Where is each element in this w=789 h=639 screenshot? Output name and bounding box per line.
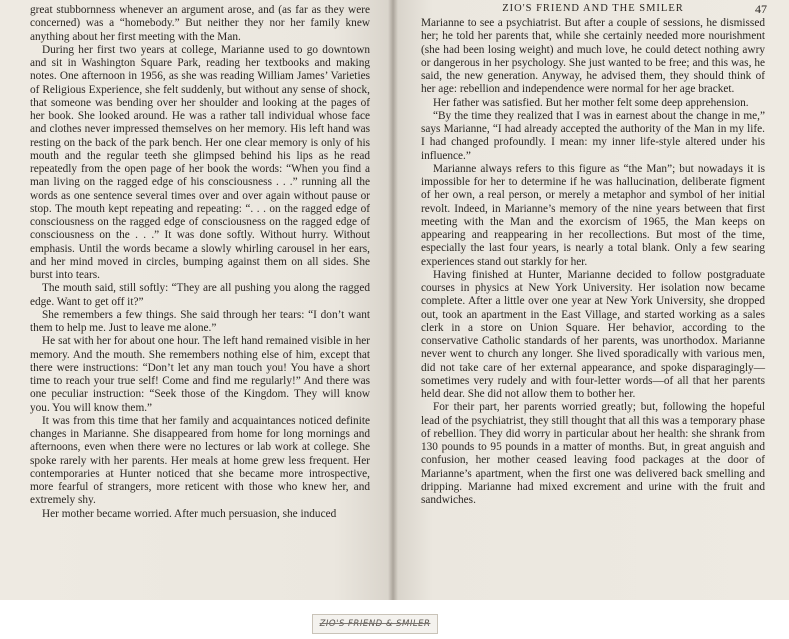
running-head-title: ZIO'S FRIEND AND THE SMILER [502, 3, 684, 14]
paragraph: “By the time they realized that I was in earnest about the change in me,” says Marianne, “I had already accepted the authority of the Man in my life. I had changed profoundly. I mean: my inner life-style altered under his influence.” [421, 109, 765, 162]
right-page [393, 0, 789, 600]
left-page [0, 0, 393, 600]
paragraph: She remembers a few things. She said through her tears: “I don’t want them to help me. Just to leave me alone.” [30, 308, 370, 334]
paragraph: Her mother became worried. After much persuasion, she induced [42, 507, 337, 520]
paragraph: Marianne to see a psychiatrist. But after a couple of sessions, he dismissed her; he told her parents that, while she certainly needed more nourishment (she had been losing weight) and much love, he could detect nothing awry or dangerous in her psychology. She just wanted to be free; and this was, he said, the new generation. Anyway, he advised them, they should think of her age: rebellion and independence were normal for her age bracket. [421, 17, 765, 96]
handwritten-label: ZIO'S FRIEND & SMILER [312, 614, 438, 634]
paragraph: Having finished at Hunter, Marianne decided to follow postgraduate courses in physics at New York University. Her isolation now became complete. After a little over one year at New York University, she dropped out, took an apartment in the East Village, and started working as a sales clerk in a store on Union Square. Her behavior, according to the conservative Catholic standards of her parents, was unorthodox. Marianne never went to church any longer. She lived sporadically with various men, did not take care of her external appearance, and spoke disparagingly—sometimes very rudely and with four-letter words—of all that her parents held dear. She did not allow them to bother her. [421, 268, 765, 400]
paragraph: It was from this time that her family and acquaintances noticed definite changes in Marianne. She disappeared from home for long mornings and afternoons, even when there were no lectures or lab work at college. She spoke rarely with her parents. Her meals at home grew less frequent. Her contemporaries at Hunter noticed that she became more introspective, more fearful of strangers, more reticent with those who knew her, and extremely shy. [30, 414, 370, 507]
paragraph: He sat with her for about one hour. The left hand remained visible in her memory. And the mouth. She remembers nothing else of him, except that there were instructions: “Don’t let any man touch you! You have a short time to reach your true self! Come and find me regularly!” And there was one peculiar instruction: “Seek those of the Kingdom. They will know you. You will know them.” [30, 335, 370, 414]
paragraph: The mouth said, still softly: “They are all pushing you along the ragged edge. Want to get off it?” [30, 282, 370, 308]
paragraph: For their part, her parents worried greatly; but, following the hopeful lead of the psychiatrist, they still thought that all this was a temporary phase of rebellion. They did worry in particular about her health: she shrank from 130 pounds to 95 pounds in a matter of months. But, in great anguish and confusion, her mother ceased leaving food packages at the door of Marianne’s apartment, when the first one was delivered back smelling and dripping. Marianne had mixed excrement and urine with the fruit and sandwiches. [421, 401, 765, 506]
paragraph: Marianne always refers to this figure as “the Man”; but nowadays it is impossible for her to determine if he was hallucination, deliberate figment of her own, a real person, or merely a metaphor and symbol of her initial revolt. Indeed, in Marianne’s memory of the nine years between that first meeting with the Man and the exorcism of 1965, the Man keeps on appearing and reappearing in her recollections. But most of the time, especially the last four years, is nearly a total blank. Only a few searing experiences stand out starkly for her. [421, 162, 765, 268]
page-number: 47 [755, 2, 767, 16]
paragraph: Her father was satisfied. But her mother felt some deep apprehension. [433, 96, 749, 109]
left-page-body [30, 4, 370, 521]
book-gutter [388, 0, 398, 600]
right-page-body [421, 17, 765, 507]
paragraph: During her first two years at college, Marianne used to go downtown and sit in Washington Square Park, reading her textbooks and making notes. One afternoon in 1956, as she was reading William James’ Varieties of Religious Experience, she felt suddenly, but without any sense of shock, that someone was bending over her shoulder and looking at the pages of her book. She looked around. He was a rather tall individual whose face and clothes never impressed themselves on her memory. His left hand was resting on the back of the park bench. Her one clear memory is only of his mouth and the regular teeth she glimpsed behind his lips as he read repeatedly from the open page of her book the words: “When you find a man living on the ragged edge of his consciousness . . .” running all the words as one sentence several times over and over again without pause or stop. The mouth kept repeating and repeating: “. . . on the ragged edge of consciousness on the ragged edge of consciousness on the ragged edge of consciousness on the . . .” It was done softly. Without hurry. Without emphasis. Until the words became a slowly whirling carousel in her ears, and her mind moved in circles, bumping against them on all sides. She burst into tears. [30, 43, 370, 281]
paragraph: great stubbornness whenever an argument arose, and (as far as they were concerned) was a “homebody.” But neither they nor her family knew anything about her first meeting with the Man. [30, 4, 370, 43]
